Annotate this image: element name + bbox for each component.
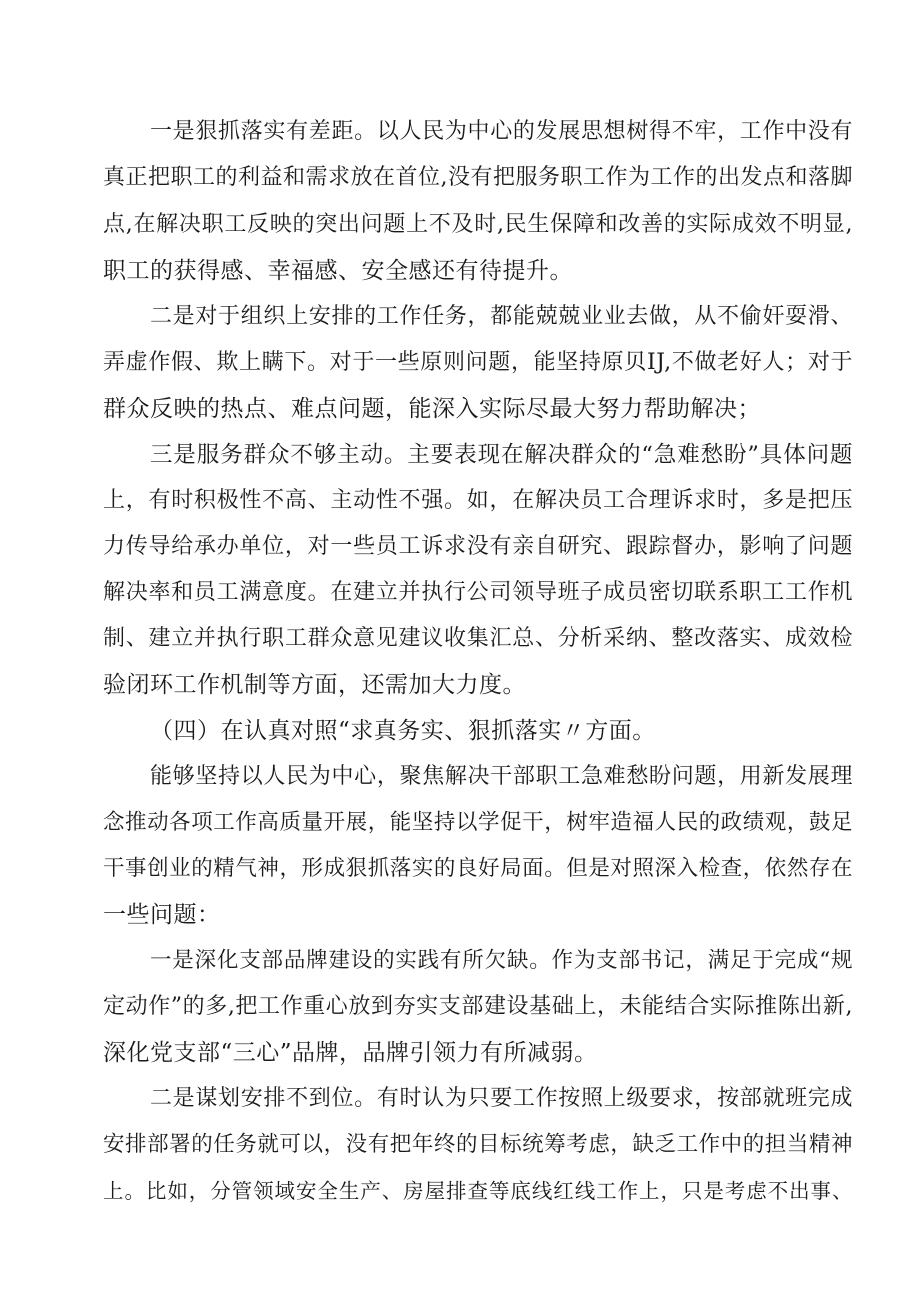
paragraph-7-line-1: 二是谋划安排不到位。有时认为只要工作按照上级要求，按部就班完成 bbox=[150, 1086, 853, 1111]
paragraph-7-line-3: 上。比如，分管领域安全生产、房屋排查等底线红线工作上，只是考虑不出事、 bbox=[103, 1179, 853, 1203]
paragraph-5-line-4: 一些问题： bbox=[103, 902, 221, 928]
paragraph-5-line-3: 干事创业的精气神，形成狠抓落实的良好局面。但是对照深入检查，依然存在 bbox=[103, 856, 853, 881]
paragraph-1-line-2: 真正把职工的利益和需求放在首位,没有把服务职工作为工作的出发点和落脚 bbox=[103, 165, 853, 190]
paragraph-7-line-2: 安排部署的任务就可以，没有把年终的目标统筹考虑，缺乏工作中的担当精神 bbox=[103, 1132, 853, 1157]
paragraph-6-line-2: 定动作”的多,把工作重心放到夯实支部建设基础上，未能结合实际推陈出新, bbox=[103, 994, 853, 1019]
paragraph-2-line-2: 弄虚作假、欺上瞒下。对于一些原则问题，能坚持原贝IJ,不做老好人；对于 bbox=[103, 350, 853, 375]
paragraph-6-line-1: 一是深化支部品牌建设的实践有所欠缺。作为支部书记，满足于完成“规 bbox=[150, 948, 853, 973]
paragraph-1-line-4: 职工的获得感、幸福感、安全感还有待提升。 bbox=[103, 258, 573, 284]
paragraph-5-line-1: 能够坚持以人民为中心，聚焦解决干部职工急难愁盼问题，用新发展理 bbox=[150, 764, 853, 789]
paragraph-3-line-4: 解决率和员工满意度。在建立并执行公司领导班子成员密切联系职工工作机 bbox=[103, 580, 853, 605]
paragraph-1-line-3: 点,在解决职工反映的突出问题上不及时,民生保障和改善的实际成效不明显, bbox=[103, 212, 853, 237]
paragraph-1-line-1: 一是狠抓落实有差距。以人民为中心的发展思想树得不牢，工作中没有 bbox=[150, 119, 853, 144]
paragraph-2-line-1: 二是对于组织上安排的工作任务，都能兢兢业业去做，从不偷奸耍滑、 bbox=[150, 304, 853, 329]
paragraph-2-line-3: 群众反映的热点、难点问题，能深入实际尽最大努力帮助解决； bbox=[103, 396, 761, 422]
paragraph-3-line-6: 验闭环工作机制等方面，还需加大力度。 bbox=[103, 672, 526, 698]
paragraph-3-line-2: 上，有时积极性不高、主动性不强。如，在解决员工合理诉求时，多是把压 bbox=[103, 488, 853, 513]
paragraph-3-line-5: 制、建立并执行职工群众意见建议收集汇总、分析采纳、整改落实、成效检 bbox=[103, 626, 853, 651]
section-heading: （四）在认真对照“求真务实、狠抓落实〃方面。 bbox=[150, 718, 656, 744]
paragraph-6-line-3: 深化党支部“三心”品牌，品牌引领力有所减弱。 bbox=[103, 1040, 598, 1066]
paragraph-5-line-2: 念推动各项工作高质量开展，能坚持以学促干，树牢造福人民的政绩观，鼓足 bbox=[103, 810, 853, 835]
paragraph-3-line-3: 力传导给承办单位，对一些员工诉求没有亲自研究、跟踪督办，影响了问题 bbox=[103, 534, 853, 559]
paragraph-3-line-1: 三是服务群众不够主动。主要表现在解决群众的“急难愁盼”具体问题 bbox=[150, 442, 853, 468]
